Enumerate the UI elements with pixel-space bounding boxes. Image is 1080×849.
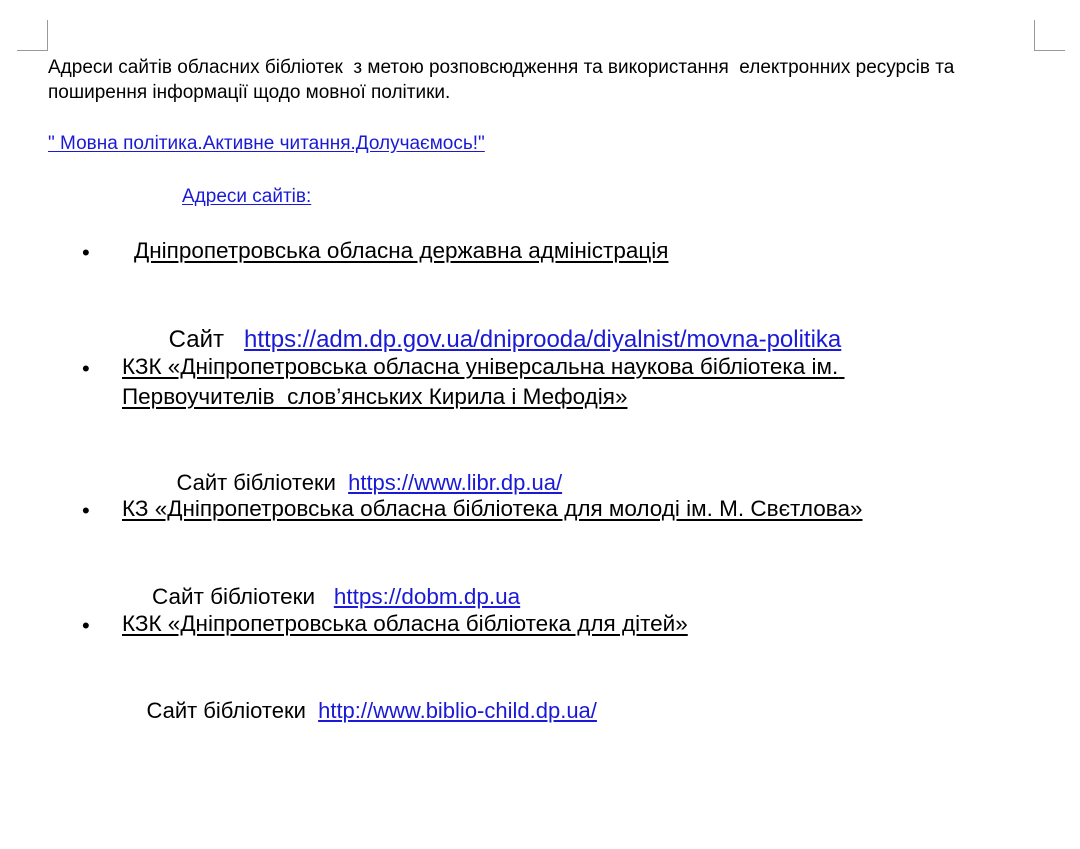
list-bullet: • [82,356,90,381]
list-bullet: • [82,613,90,638]
site-label: Сайт [168,326,225,353]
site-url-link-children-library[interactable]: http://www.biblio-child.dp.ua/ [318,698,597,723]
org-title-youth-library: КЗ «Дніпропетровська обласна бібліотека для молоді ім. М. Свєтлова» [122,496,863,521]
site-row-children-library [122,666,597,756]
org-title-oda: Дніпропетровська обласна державна адміністрація [134,238,669,263]
site-url-link-oda[interactable]: https://adm.dp.gov.ua/dniprooda/diyalnist/movna-politika [244,326,842,353]
site-url-link-universal-library[interactable]: https://www.libr.dp.ua/ [348,470,563,495]
top-left-margin-mark [17,20,48,51]
sites-heading-link[interactable]: Адреси сайтів: [182,186,312,207]
top-right-margin-mark [1034,20,1065,51]
intro-paragraph: Адреси сайтів обласних бібліотек з метою розповсюдження та використання електронних ресурсів та поширення інформації щодо мовної політики. [48,57,965,103]
org-title-children-library: КЗК «Дніпропетровська обласна бібліотека для дітей» [122,611,688,636]
site-label: Сайт бібліотеки [152,584,316,609]
org-title-universal-library: КЗК «Дніпропетровська обласна універсальна наукова бібліотека ім. Первоучителів слов’янських Кирила і Мефодія» [122,354,845,409]
site-url-link-youth-library[interactable]: https://dobm.dp.ua [333,584,521,609]
list-bullet: • [82,240,90,265]
site-label: Сайт бібліотеки [146,698,306,723]
site-label: Сайт бібліотеки [176,470,336,495]
list-bullet: • [82,498,90,523]
movna-polityka-link[interactable]: " Мовна політика.Активне читання.Долучаємось!" [48,133,485,154]
